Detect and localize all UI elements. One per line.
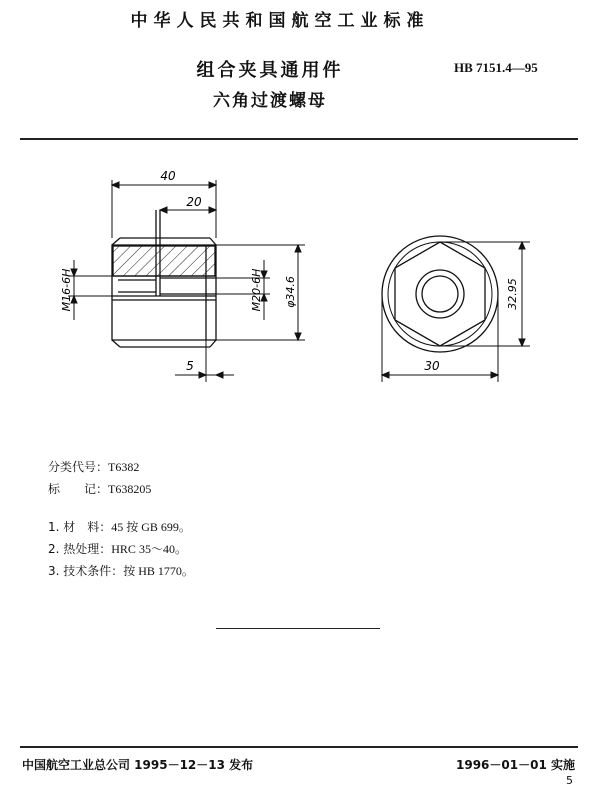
footer-rule [20,746,578,748]
dim-overall-length: 40 [160,169,176,183]
end-rule [216,628,380,629]
note-value: 按 HB 1770。 [123,564,194,578]
dim-across-corners: 32.95 [506,278,519,310]
header-rule [20,138,578,140]
mark-label: 标 记： [48,482,109,496]
note-label: 2. 热处理： [48,542,112,556]
dim-left-thread: M16-6H [60,268,73,312]
page-number: 5 [566,774,573,787]
note-label: 1. 材 料： [48,520,112,534]
end-view [382,236,498,352]
note-technical-conditions [48,562,194,579]
technical-drawing [0,150,600,410]
section-dimensions [68,180,305,382]
note-value: HRC 35～40。 [111,542,187,556]
dim-thread-depth: 20 [186,195,202,209]
mark-value: T638205 [108,482,152,496]
document-subtitle: 六角过渡螺母 [213,91,327,111]
classification-value: T6382 [108,460,140,474]
standard-name: 中华人民共和国航空工业标准 [130,11,430,31]
footer-publisher: 中国航空工业总公司 1995－12－13 发布 [22,758,254,772]
note-material [48,518,191,535]
mark-line [48,480,151,497]
section-view [112,210,216,347]
note-value: 45 按 GB 699。 [111,520,191,534]
dim-across-flats: 30 [424,359,440,373]
classification-line [48,458,139,475]
note-heat-treatment [48,540,187,557]
note-label: 3. 技术条件： [48,564,124,578]
classification-label: 分类代号： [48,460,109,474]
dim-shoulder: 5 [186,359,194,373]
standard-code: HB 7151.4—95 [454,60,538,75]
dim-outer-diameter: φ34.6 [284,276,297,308]
document-title: 组合夹具通用件 [196,60,344,81]
dim-right-thread: M20-6H [250,268,263,312]
footer-effective: 1996－01－01 实施 [456,758,575,772]
